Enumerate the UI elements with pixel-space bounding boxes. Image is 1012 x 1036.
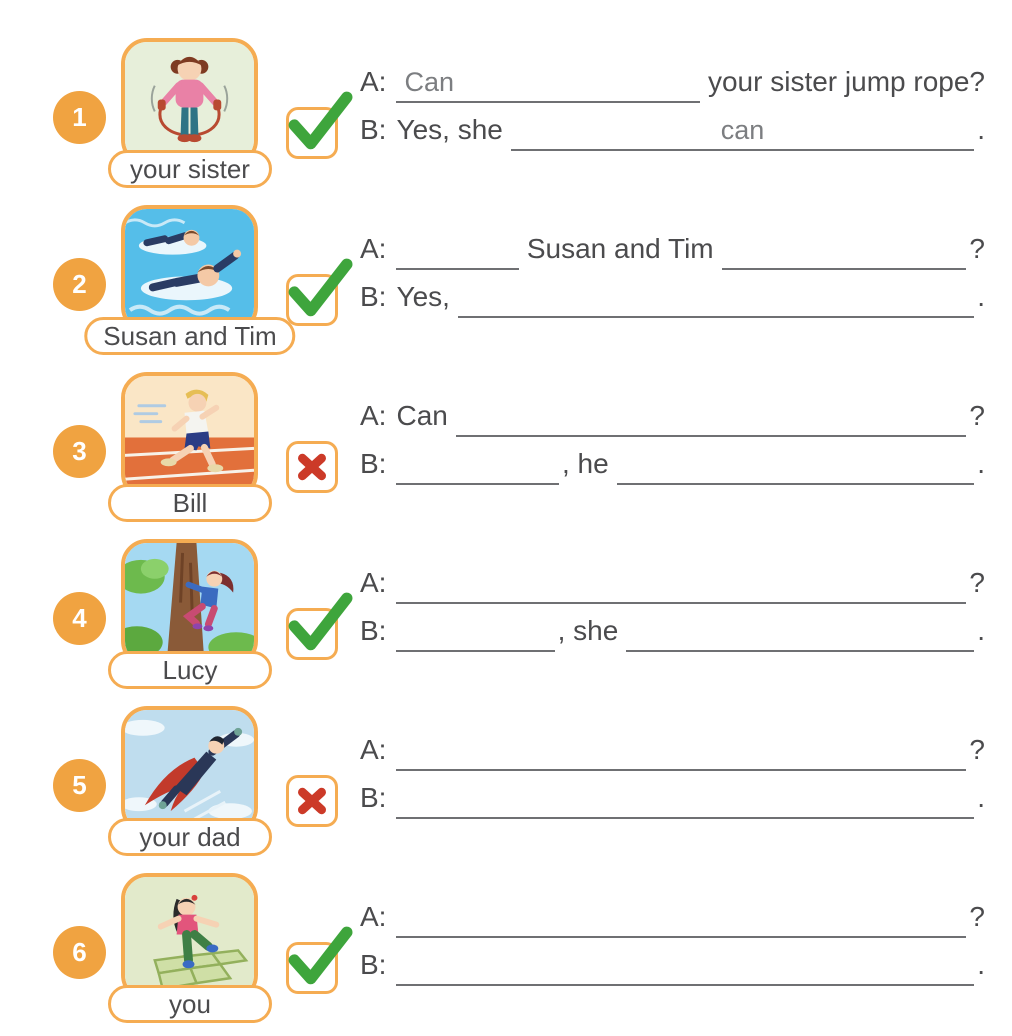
fill-in-blank[interactable] <box>617 451 975 485</box>
item-picture-card <box>121 372 258 500</box>
speaker-b-label: B: <box>360 281 387 312</box>
dialogue-text: . <box>977 281 985 312</box>
fill-in-blank[interactable] <box>396 618 554 652</box>
speaker-a-label: A: <box>360 400 387 431</box>
dialogue-line-a <box>360 61 985 103</box>
dialogue-line-a <box>360 228 985 270</box>
dialogue-text: Can <box>396 400 448 431</box>
item-number: 4 <box>72 603 87 633</box>
speaker-a-label: A: <box>360 901 387 932</box>
dialogue-text: . <box>977 615 985 646</box>
fill-in-blank[interactable] <box>626 618 974 652</box>
dialogue-text: . <box>977 448 985 479</box>
item-number-badge <box>53 258 106 311</box>
exercise-item <box>0 33 1012 200</box>
fill-in-blank[interactable] <box>456 403 967 437</box>
item-picture-card <box>121 539 258 667</box>
item-label-pill <box>84 317 295 355</box>
item-number: 1 <box>72 102 87 132</box>
dialogue-text: . <box>977 949 985 980</box>
speaker-a-label: A: <box>360 567 387 598</box>
dialogue-text: ? <box>969 233 985 264</box>
item-number: 2 <box>72 269 87 299</box>
dialogue-line-a <box>360 896 985 938</box>
dialogue-line-b <box>360 944 985 986</box>
dialogue-text: ? <box>969 567 985 598</box>
illustration-girl-climbing-tree <box>125 543 254 663</box>
item-label: your sister <box>130 153 250 184</box>
illustration-superman-flying <box>125 710 254 830</box>
fill-in-blank[interactable] <box>396 570 966 604</box>
speaker-b-label: B: <box>360 114 387 145</box>
fill-in-blank[interactable] <box>396 236 518 270</box>
dialogue-text: ? <box>969 400 985 431</box>
fill-in-blank[interactable] <box>396 785 974 819</box>
speaker-b-label: B: <box>360 448 387 479</box>
item-label: Lucy <box>162 654 218 685</box>
illustration-kids-swimming <box>125 209 254 329</box>
item-label-pill <box>108 651 272 689</box>
item-label: Bill <box>172 487 208 518</box>
dialogue-text: Yes, <box>396 281 450 312</box>
item-label: your dad <box>139 821 241 852</box>
illustration-girl-playing-hopscotch <box>125 877 254 997</box>
dialogue-text: Yes, she <box>396 114 503 145</box>
dialogue-text: ? <box>969 734 985 765</box>
item-number-badge <box>53 926 106 979</box>
item-picture-card <box>121 873 258 1001</box>
item-number-badge <box>53 425 106 478</box>
speaker-b-label: B: <box>360 615 387 646</box>
item-picture-card <box>121 38 258 166</box>
written-answer: can <box>720 115 765 145</box>
dialogue-text: Susan and Tim <box>526 233 714 264</box>
dialogue-text: . <box>977 114 985 145</box>
exercise-item <box>0 200 1012 367</box>
fill-in-blank[interactable] <box>511 117 974 151</box>
dialogue-line-b <box>360 777 985 819</box>
speaker-a-label: A: <box>360 233 387 264</box>
dialogue-text: ? <box>969 901 985 932</box>
dialogue-line-b <box>360 109 985 151</box>
cross-icon <box>286 775 338 827</box>
exercise-item <box>0 701 1012 868</box>
fill-in-blank[interactable] <box>396 451 559 485</box>
dialogue-line-b <box>360 276 985 318</box>
exercise-item <box>0 868 1012 1035</box>
fill-in-blank[interactable] <box>458 284 974 318</box>
item-label: you <box>169 988 211 1019</box>
fill-in-blank[interactable] <box>396 737 966 771</box>
item-label-pill <box>108 818 272 856</box>
item-number-badge <box>53 91 106 144</box>
speaker-a-label: A: <box>360 66 387 97</box>
speaker-a-label: A: <box>360 734 387 765</box>
dialogue-line-b <box>360 443 985 485</box>
item-picture-card <box>121 205 258 333</box>
item-label-pill <box>108 484 272 522</box>
item-label: Susan and Tim <box>103 320 277 351</box>
exercise-item <box>0 367 1012 534</box>
checkmark-icon <box>286 274 338 326</box>
illustration-boy-running <box>125 376 254 496</box>
fill-in-blank[interactable] <box>396 952 974 986</box>
checkmark-icon <box>286 942 338 994</box>
exercise-item <box>0 534 1012 701</box>
dialogue-text: . <box>977 782 985 813</box>
illustration-girl-jumping-rope <box>125 42 254 162</box>
dialogue-line-a <box>360 562 985 604</box>
dialogue-text: , she <box>557 615 619 646</box>
item-number: 5 <box>72 770 87 800</box>
speaker-b-label: B: <box>360 782 387 813</box>
fill-in-blank[interactable] <box>396 69 700 103</box>
checkmark-icon <box>286 107 338 159</box>
item-number-badge <box>53 759 106 812</box>
dialogue-text: , he <box>561 448 609 479</box>
fill-in-blank[interactable] <box>396 904 966 938</box>
dialogue-line-a <box>360 729 985 771</box>
dialogue-text: your sister jump rope? <box>707 66 985 97</box>
item-picture-card <box>121 706 258 834</box>
item-label-pill <box>108 150 272 188</box>
dialogue-line-a <box>360 395 985 437</box>
dialogue-line-b <box>360 610 985 652</box>
speaker-b-label: B: <box>360 949 387 980</box>
checkmark-icon <box>286 608 338 660</box>
cross-icon <box>286 441 338 493</box>
item-label-pill <box>108 985 272 1023</box>
item-number: 6 <box>72 937 87 967</box>
item-number-badge <box>53 592 106 645</box>
written-answer: Can <box>404 67 454 97</box>
fill-in-blank[interactable] <box>722 236 967 270</box>
item-number: 3 <box>72 436 87 466</box>
